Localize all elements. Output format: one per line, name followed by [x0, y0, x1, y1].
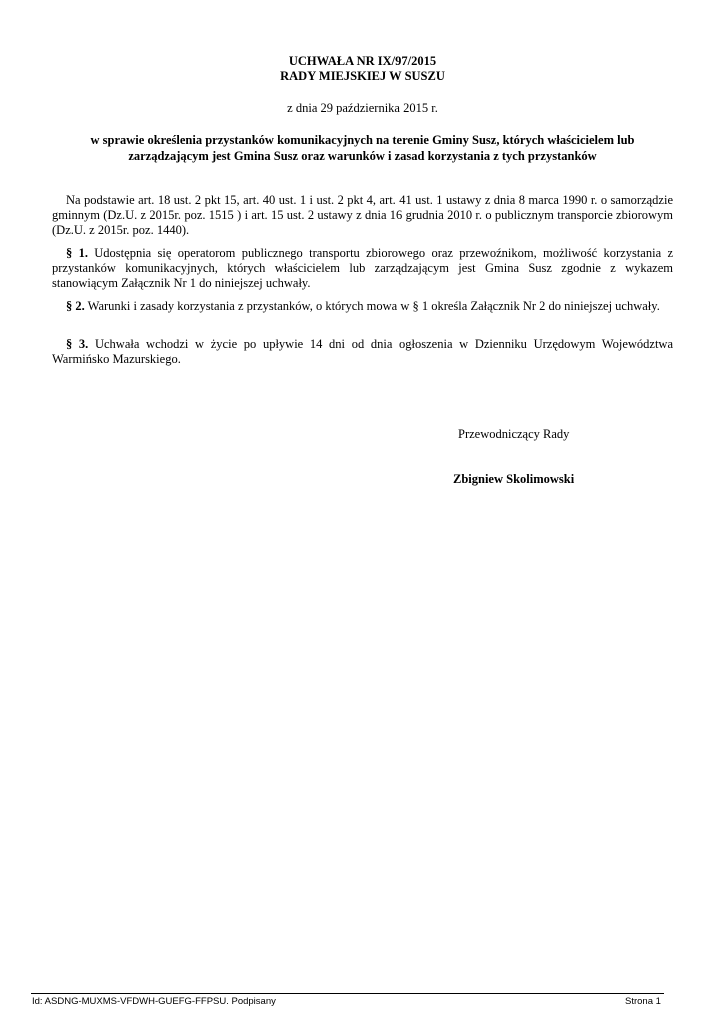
resolution-number: UCHWAŁA NR IX/97/2015: [288, 54, 437, 68]
paragraph-1: [52, 246, 673, 292]
subject-line-2: zarządzającym jest Gmina Susz oraz warunków i zasad korzystania z tych przystanków: [128, 149, 597, 163]
subject-line-1: w sprawie określenia przystanków komunikacyjnych na terenie Gminy Susz, których właścicielem lub: [90, 133, 635, 147]
signature-role: Przewodniczący Rady: [458, 427, 570, 441]
paragraph-2: [52, 299, 673, 314]
resolution-date: z dnia 29 października 2015 r.: [287, 101, 438, 115]
paragraph-1-text: Udostępnia się operatorom publicznego transportu zbiorowego oraz przewoźnikom, możliwość korzystania z przystanków komunikacyjnych, których właścicielem lub zarządzającym jest Gmina Susz zgodnie z wykazem stanowiącym Załącznik Nr 1 do niniejszej uchwały.: [52, 246, 673, 291]
footer-divider: [31, 993, 664, 994]
preamble-paragraph: [52, 193, 673, 239]
paragraph-3: [52, 337, 673, 367]
paragraph-2-label: § 2.: [66, 299, 85, 313]
signature-name: Zbigniew Skolimowski: [453, 472, 575, 486]
paragraph-1-label: § 1.: [66, 246, 88, 260]
council-name: RADY MIEJSKIEJ W SUSZU: [280, 69, 445, 83]
document-id: Id: ASDNG-MUXMS-VFDWH-GUEFG-FFPSU. Podpisany: [32, 996, 276, 1007]
paragraph-2-text: Warunki i zasady korzystania z przystanków, o których mowa w § 1 określa Załącznik Nr 2 do niniejszej uchwały.: [84, 299, 660, 313]
paragraph-3-text: Uchwała wchodzi w życie po upływie 14 dni od dnia ogłoszenia w Dzienniku Urzędowym Województwa Warmińsko Mazurskiego.: [52, 337, 674, 367]
paragraph-3-label: § 3.: [66, 337, 89, 351]
page-number: Strona 1: [625, 996, 661, 1007]
preamble-text: Na podstawie art. 18 ust. 2 pkt 15, art. 40 ust. 1 i ust. 2 pkt 4, art. 41 ust. 1 ustawy z dnia 8 marca 1990 r. o samorządzie gminnym (Dz.U. z 2015r. poz. 1515 ) i art. 15 ust. 2 ustawy z dnia 16 grudnia 2010 r. o publicznym transporcie zbiorowym (Dz.U. z 2015r. poz. 1440).: [52, 193, 673, 238]
